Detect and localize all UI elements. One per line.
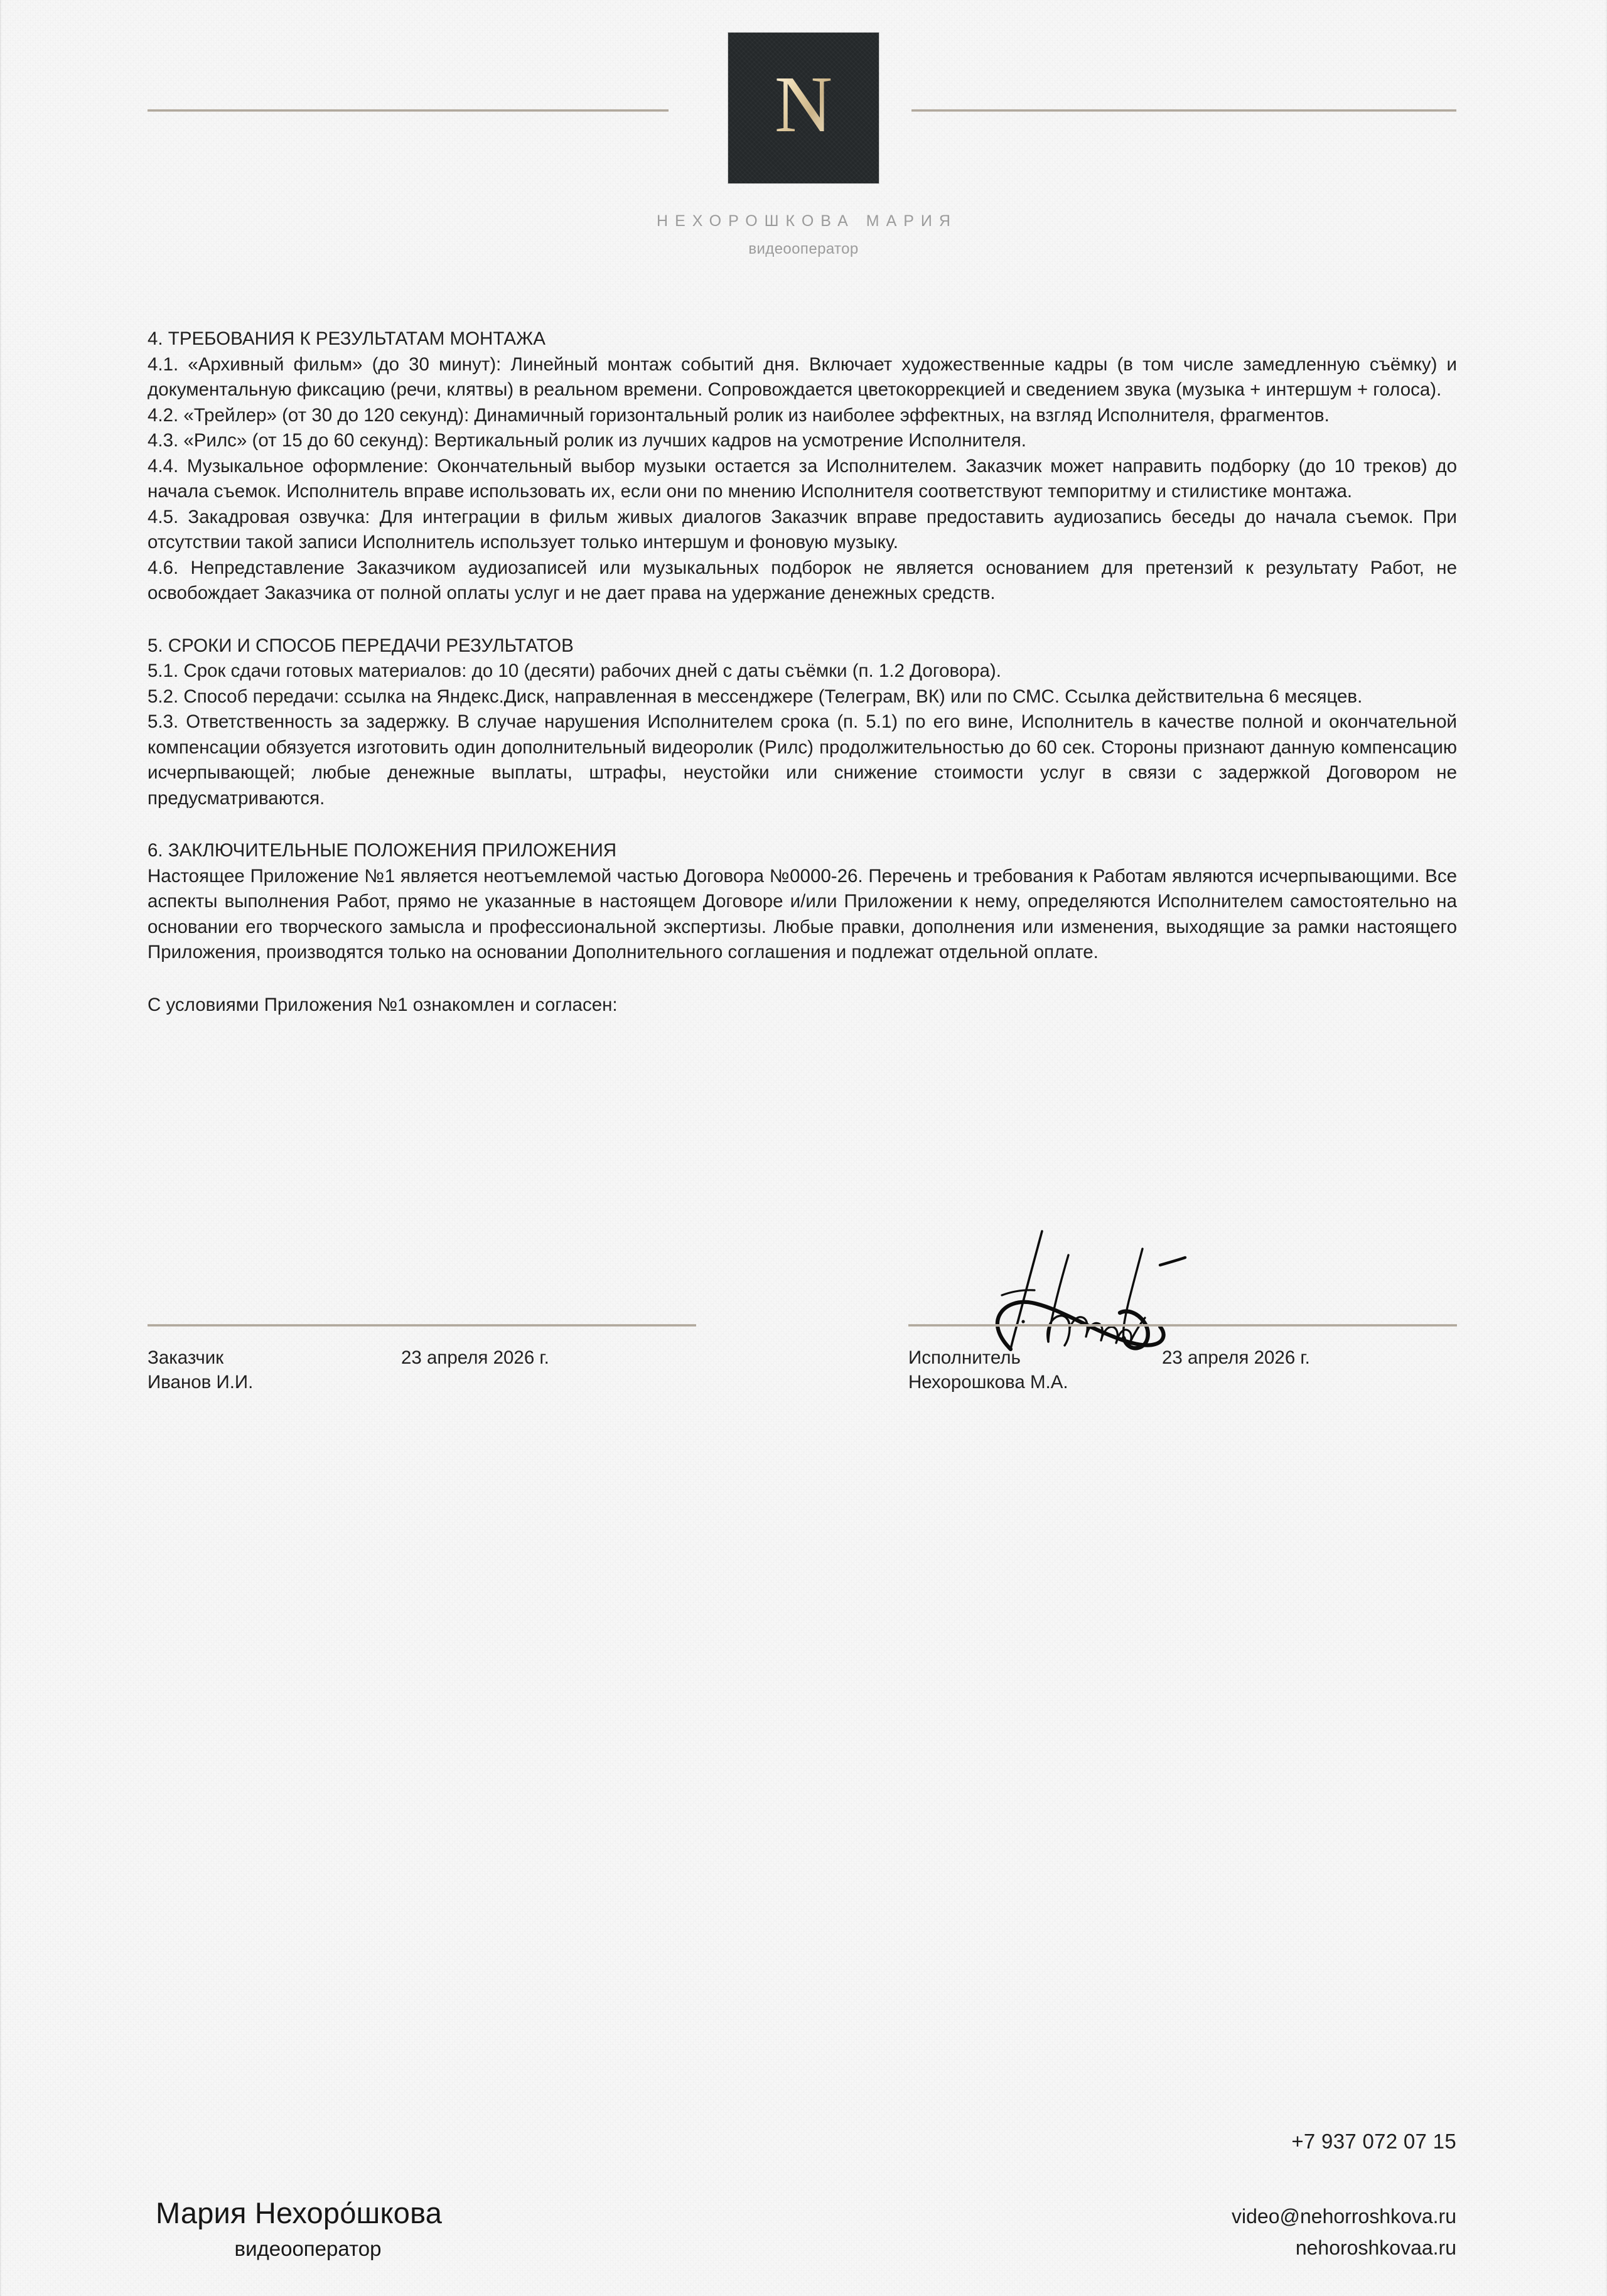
clause-4-6: 4.6. Непредставление Заказчиком аудиозаписей или музыкальных подборок не является основанием для претензий к результату Работ, не освобождает Заказчика от полной оплаты услуг и не дает права на удержание денежных средств. — [148, 557, 1457, 603]
clause-4-5: 4.5. Закадровая озвучка: Для интеграции в фильм живых диалогов Заказчик вправе предоставить аудиозапись беседы до начала съемок. При отсутствии такой записи Исполнитель использует только интершум и фоновую музыку. — [148, 506, 1457, 552]
letterhead-rule-left — [148, 109, 669, 112]
letterhead-rule-right — [911, 109, 1456, 112]
signature-date-contractor: 23 апреля 2026 г. — [1162, 1347, 1310, 1368]
section-6-heading: 6. ЗАКЛЮЧИТЕЛЬНЫЕ ПОЛОЖЕНИЯ ПРИЛОЖЕНИЯ — [148, 840, 617, 861]
signature-column-customer — [148, 1234, 696, 1393]
signature-block — [148, 1234, 1457, 1393]
section-6-body: Настоящее Приложение №1 является неотъемлемой частью Договора №0000-26. Перечень и требования к Работам являются исчерпывающими. Все аспекты выполнения Работ, прямо не указанные в настоящем Договоре и/или Приложении к нему, определяются Исполнителем самостоятельно на основании его творческого замысла и профессиональной экспертизы. Любые правки, дополнения или изменения, выходящие за рамки настоящего Приложения, производятся только на основании Дополнительного соглашения и подлежат отдельной оплате. — [148, 865, 1457, 962]
section-4 — [148, 326, 1457, 606]
clause-5-1: 5.1. Срок сдачи готовых материалов: до 10 (десяти) рабочих дней с даты съёмки (п. 1.2 Договора). — [148, 660, 1001, 681]
signature-line-customer[interactable] — [148, 1324, 696, 1327]
signature-role-contractor: Исполнитель — [908, 1347, 1021, 1368]
consent-statement: С условиями Приложения №1 ознакомлен и согласен: — [148, 994, 618, 1015]
footer-email[interactable]: video@nehorroshkova.ru — [1231, 2205, 1456, 2228]
section-6 — [148, 838, 1457, 966]
clause-4-4: 4.4. Музыкальное оформление: Окончательный выбор музыки остается за Исполнителем. Заказчик может направить подборку (до 10 треков) до начала съемок. Исполнитель вправе использовать их, если они по мнению Исполнителя соответствуют темпоритму и стилистике монтажа. — [148, 455, 1457, 502]
handwritten-signature-icon — [993, 1226, 1263, 1361]
clause-4-2: 4.2. «Трейлер» (от 30 до 120 секунд): Динамичный горизонтальный ролик из наиболее эффектных, на взгляд Исполнителя, фрагментов. — [148, 404, 1330, 426]
consent-spacer — [148, 966, 1457, 993]
document-body — [148, 326, 1457, 1018]
footer-website[interactable]: nehoroshkovaa.ru — [1295, 2236, 1456, 2259]
clause-4-1: 4.1. «Архивный фильм» (до 30 минут): Линейный монтаж событий дня. Включает художественные кадры (в том числе замедленную съёмку) и документальную фиксацию (речи, клятвы) в реальном времени. Сопровождается цветокоррекцией и сведением звука (музыка + интершум + голоса). — [148, 353, 1457, 400]
section-spacer-4-5 — [148, 606, 1457, 633]
clause-5-3: 5.3. Ответственность за задержку. В случае нарушения Исполнителем срока (п. 5.1) по его вине, Исполнитель в качестве полной и окончательной компенсации обязуется изготовить один дополнительный видеоролик (Рилс) продолжительностью до 60 сек. Стороны признают данную компенсацию исчерпывающей; любые денежные выплаты, штрафы, неустойки или снижение стоимости услуг в связи с задержкой Договором не предусматриваются. — [148, 711, 1457, 809]
signature-role-customer: Заказчик — [148, 1347, 224, 1368]
section-5-heading: 5. СРОКИ И СПОСОБ ПЕРЕДАЧИ РЕЗУЛЬТАТОВ — [148, 635, 574, 656]
signature-column-contractor — [908, 1234, 1457, 1393]
section-5 — [148, 633, 1457, 812]
footer-phone[interactable]: +7 937 072 07 15 — [1291, 2130, 1456, 2153]
monogram-n-icon: N — [774, 60, 833, 149]
signature-line-contractor[interactable] — [908, 1324, 1457, 1327]
section-spacer-5-6 — [148, 811, 1457, 838]
signature-name-contractor: Нехорошкова М.А. — [908, 1372, 1068, 1393]
document-footer — [0, 2045, 1607, 2296]
clause-5-2: 5.2. Способ передачи: ссылка на Яндекс.Диск, направленная в мессенджере (Телеграм, ВК) или по СМС. Ссылка действительна 6 месяцев. — [148, 686, 1363, 707]
brand-logo-mark — [728, 33, 879, 183]
clause-4-3: 4.3. «Рилс» (от 15 до 60 секунд): Вертикальный ролик из лучших кадров на усмотрение Исполнителя. — [148, 430, 1026, 451]
signature-name-customer: Иванов И.И. — [148, 1372, 254, 1393]
brand-name: НЕХОРОШКОВА МАРИЯ — [657, 212, 957, 230]
footer-person-name: Мария Нехоро́шкова — [156, 2196, 443, 2229]
letterhead — [0, 0, 1607, 270]
footer-person-role: видеооператор — [234, 2237, 382, 2260]
section-4-heading: 4. ТРЕБОВАНИЯ К РЕЗУЛЬТАТАМ МОНТАЖА — [148, 328, 546, 349]
signature-date-customer: 23 апреля 2026 г. — [401, 1347, 549, 1368]
brand-role: видеооператор — [748, 240, 859, 257]
